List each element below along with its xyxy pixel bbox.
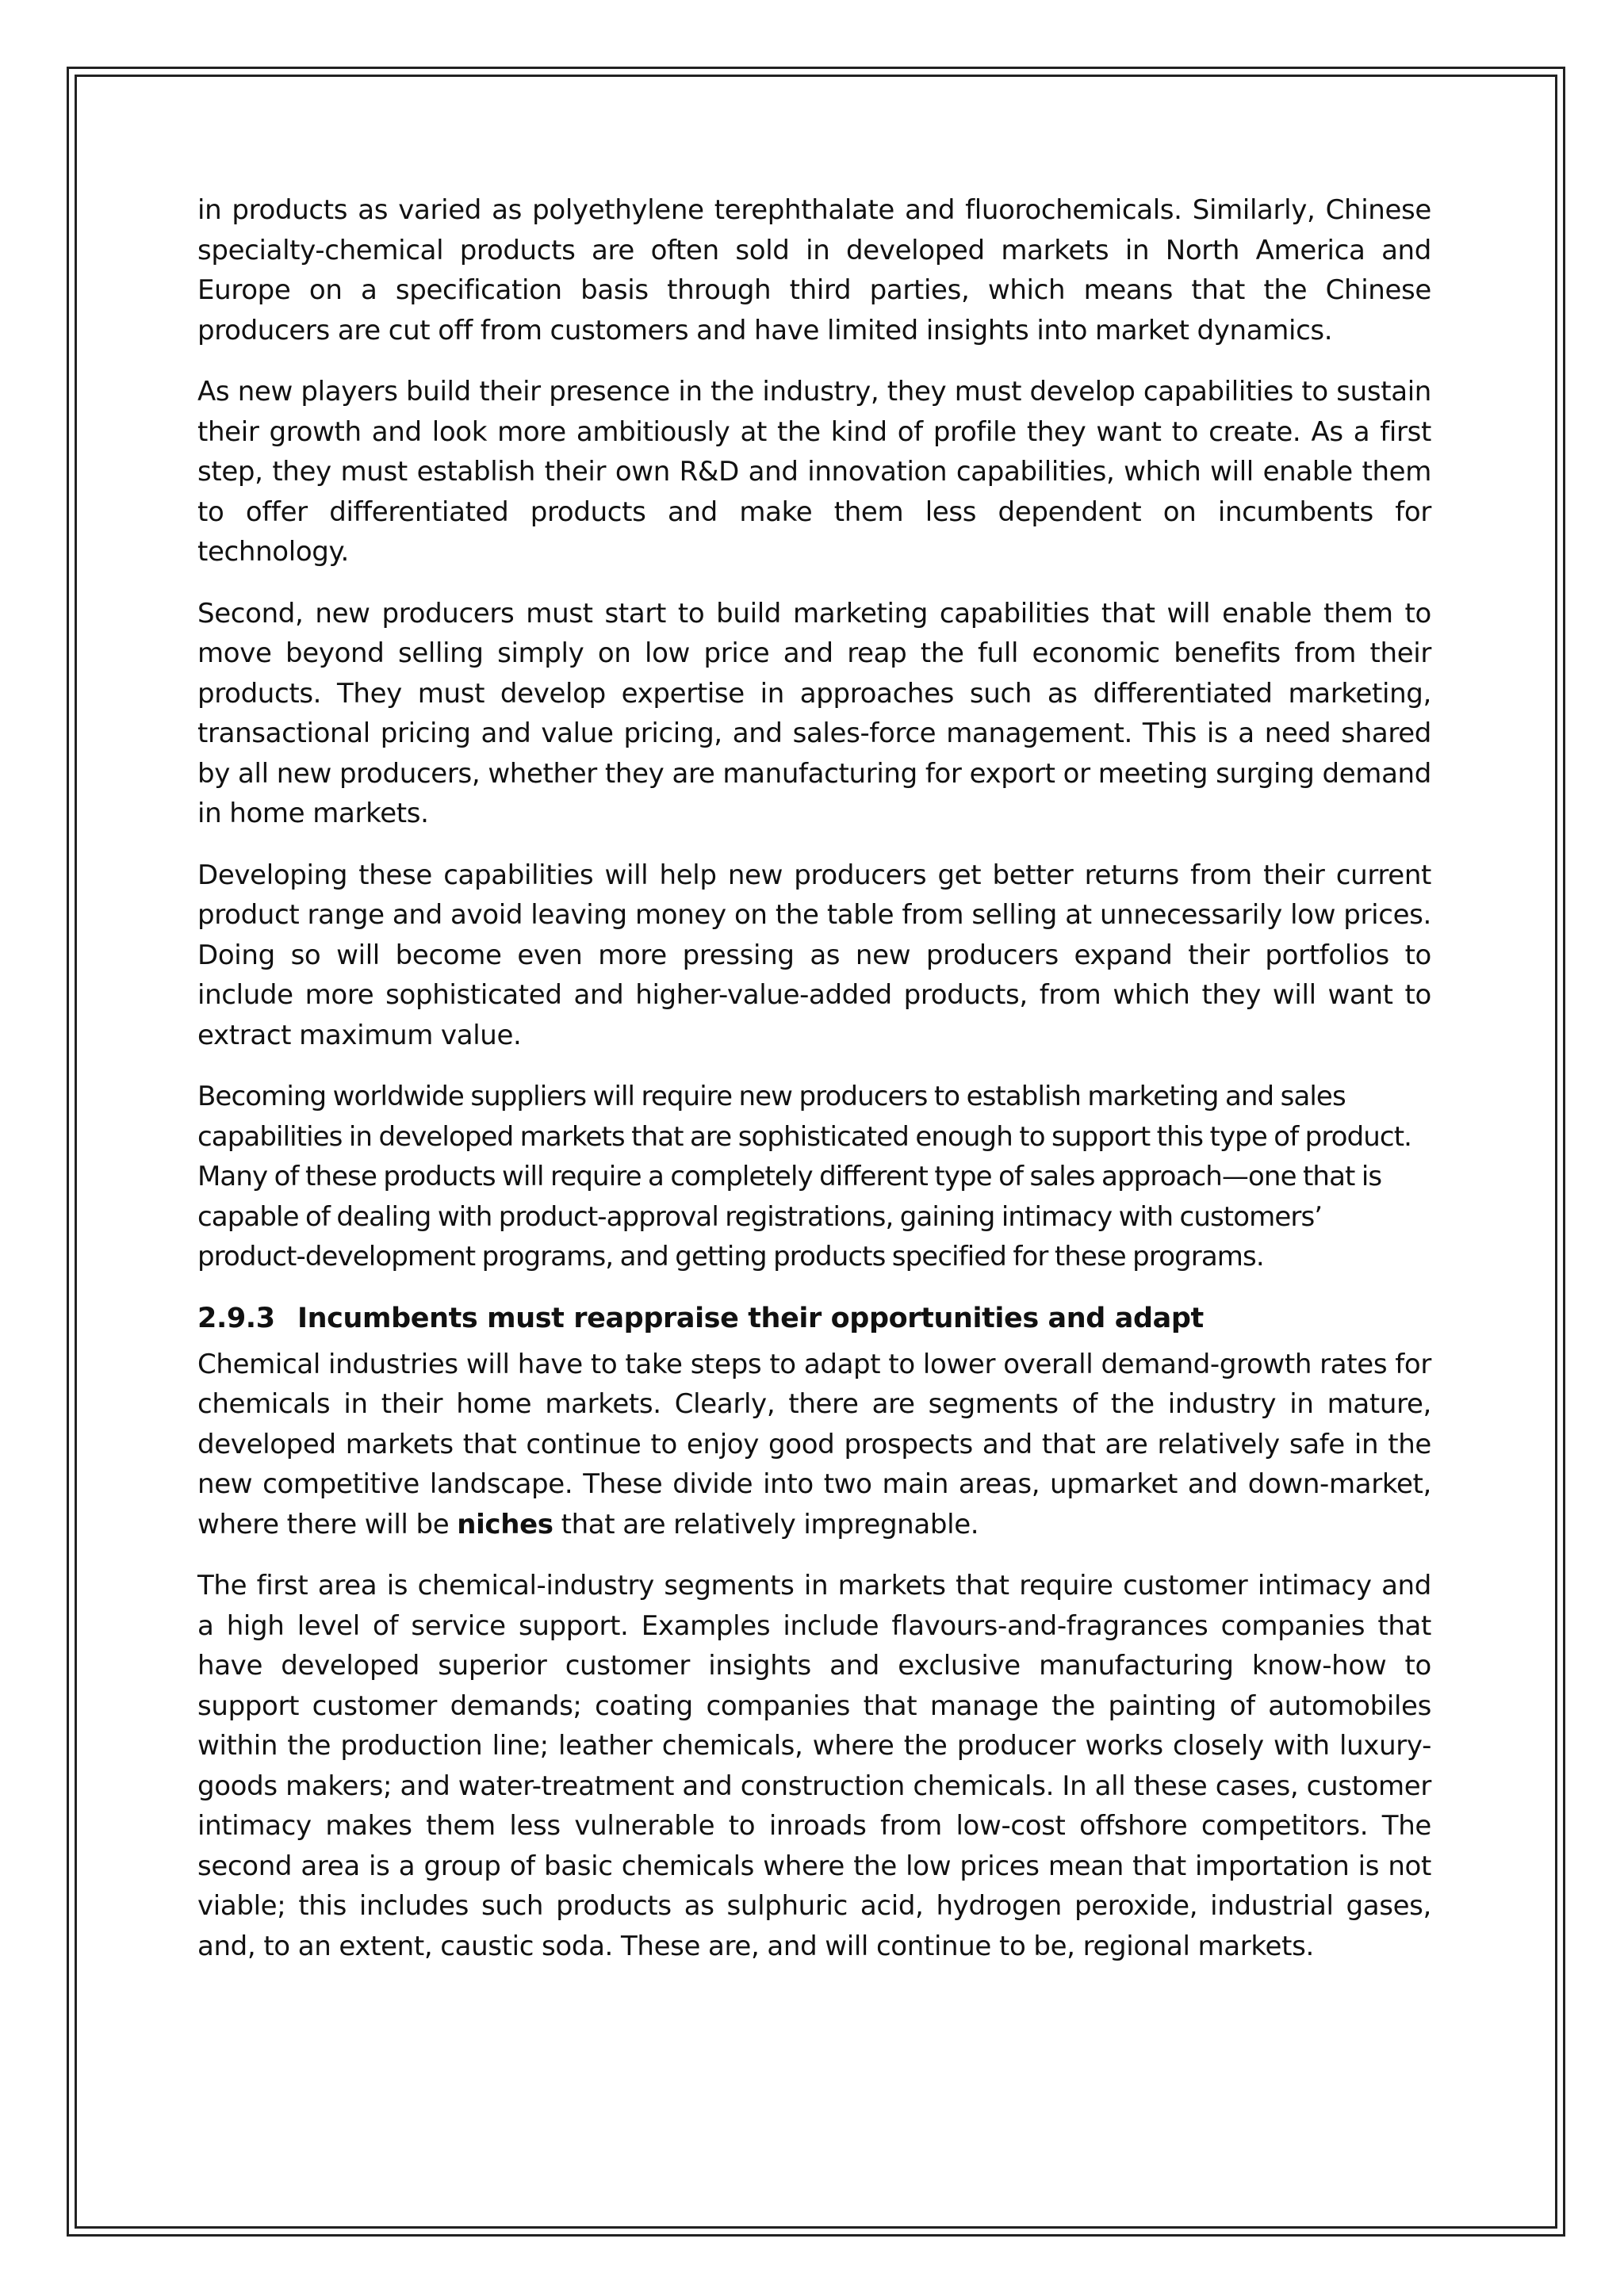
page-content	[197, 190, 1431, 1988]
paragraph-6	[197, 1345, 1431, 1545]
paragraph-4: Developing these capabilities will help new producers get better returns from their current product range and avoid leaving money on the table from selling at unnecessarily low prices. Doing so will become even more pressing as new producers expand their portfolios to include more sophisticated and higher-value-added products, from which they will want to extract maximum value.	[197, 859, 1431, 1051]
paragraph-5: Becoming worldwide suppliers will require new producers to establish marketing and sales capabilities in developed markets that are sophisticated enough to support this type of product. Many of these products will require a completely different type of sales approach—one that is capable of dealing with product-approval registrations, gaining intimacy with customers’ product-development programs, and getting products specified for these programs.	[197, 1081, 1412, 1272]
paragraph-6-text-before: Chemical industries will have to take steps to adapt to lower overall demand-growth rates for chemicals in their home markets. Clearly, there are segments of the industry in mature, developed markets that continue to enjoy good prospects and that are relatively safe in the new competitive landscape. These divide into two main areas, upmarket and down-market, where there will be	[197, 1348, 1431, 1540]
paragraph-1: in products as varied as polyethylene terephthalate and fluorochemicals. Similarly, Chinese specialty-chemical products are often sold in developed markets in North America and Europe on a specification basis through third parties, which means that the Chinese producers are cut off from customers and have limited insights into market dynamics.	[197, 194, 1431, 346]
paragraph-3: Second, new producers must start to build marketing capabilities that will enable them to move beyond selling simply on low price and reap the full economic benefits from their products. They must develop expertise in approaches such as differentiated marketing, transactional pricing and value pricing, and sales-force management. This is a need shared by all new producers, whether they are manufacturing for export or meeting surging demand in home markets.	[197, 597, 1431, 829]
section-number: 2.9.3	[197, 1302, 275, 1334]
section-title: Incumbents must reappraise their opportunities and adapt	[297, 1302, 1204, 1334]
section-heading	[197, 1299, 1431, 1338]
paragraph-6-bold-term: niches	[457, 1508, 553, 1540]
paragraph-7: The first area is chemical-industry segments in markets that require customer intimacy and a high level of service support. Examples include flavours-and-fragrances companies that have developed superior customer insights and exclusive manufacturing know-how to support customer demands; coating companies that manage the painting of automobiles within the production line; leather chemicals, where the producer works closely with luxury-goods makers; and water-treatment and construction chemicals. In all these cases, customer intimacy makes them less vulnerable to inroads from low-cost offshore competitors. The second area is a group of basic chemicals where the low prices mean that importation is not viable; this includes such products as sulphuric acid, hydrogen peroxide, industrial gases, and, to an extent, caustic soda. These are, and will continue to be, regional markets.	[197, 1570, 1431, 1962]
paragraph-2: As new players build their presence in the industry, they must develop capabilities to sustain their growth and look more ambitiously at the kind of profile they want to create. As a first step, they must establish their own R&D and innovation capabilities, which will enable them to offer differentiated products and make them less dependent on incumbents for technology.	[197, 376, 1431, 568]
paragraph-6-text-after: that are relatively impregnable.	[553, 1508, 979, 1540]
